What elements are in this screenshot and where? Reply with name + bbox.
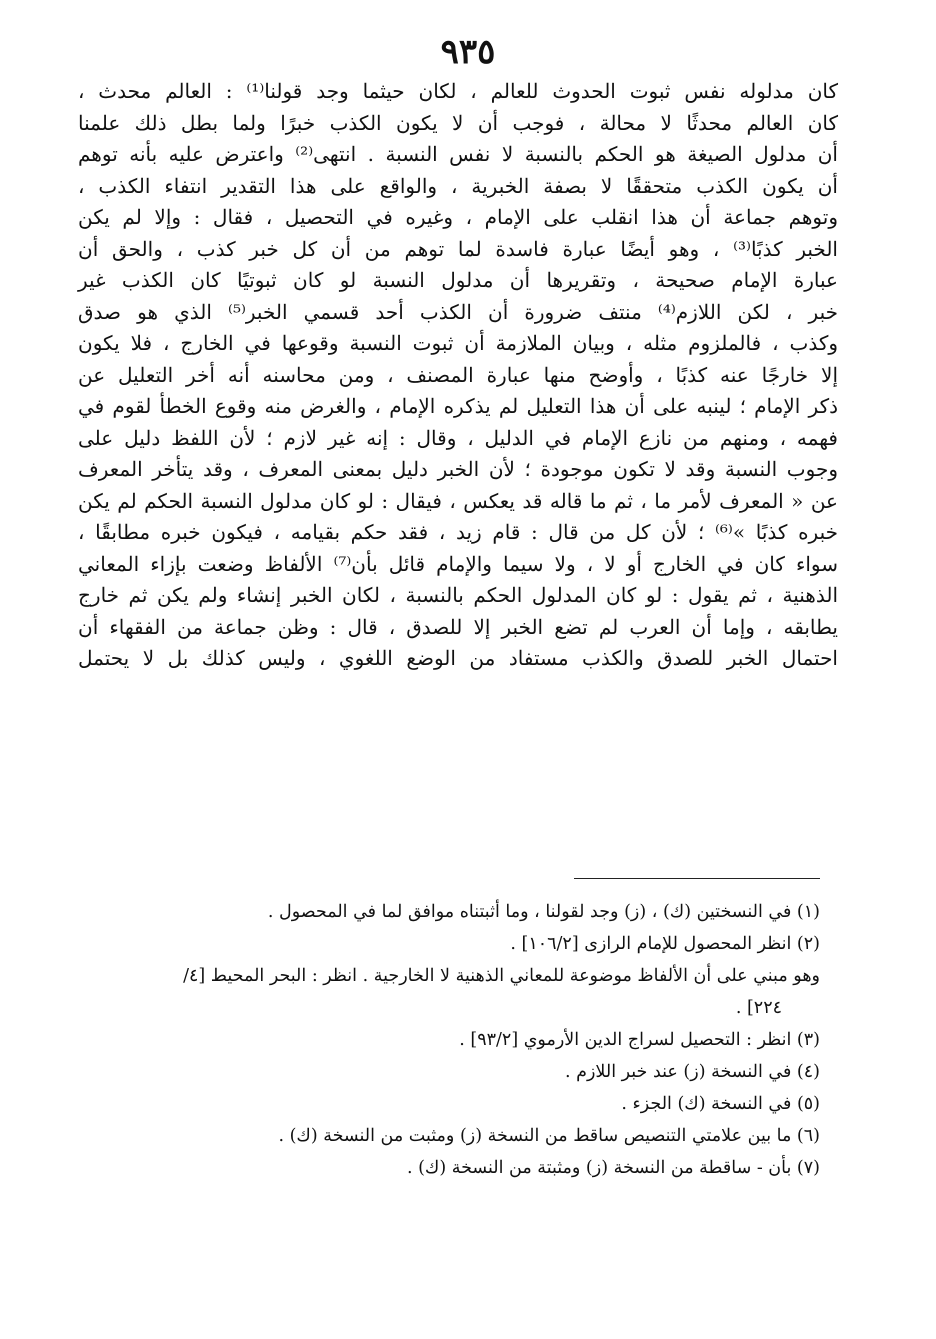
footnote-5: (٥) في النسخة (ك) الجزء . [621, 1094, 820, 1114]
main-text [78, 76, 838, 675]
text-line: إلا خارجًا عنه كذبًا ، وأوضح منها عبارة المصنف ، ومن محاسنه أنه أخر التعليل عن [78, 362, 838, 387]
text-line: كان مدلوله نفس ثبوت الحدوث للعالم ، لكان حيثما وجد قولنا⁽¹⁾ : العالم محدث ، [78, 79, 838, 103]
footnotes [130, 896, 820, 1184]
text-line: وجوب النسبة وقد لا تكون موجودة ؛ لأن الخبر دليل بمعنى المعرف ، وقد يتأخر المعرف [78, 457, 838, 481]
text-line: ذكر الإمام ؛ لينبه على أن هذا التعليل لم يذكره الإمام ، والغرض منه وقوع الخطأ لقوم في [78, 394, 838, 418]
page-number: ٩٣٥ [440, 32, 496, 72]
footnote-2: (٢) انظر المحصول للإمام الرازى [١٠٦/٢] . [510, 934, 820, 954]
text-line: خبره كذبًا »⁽⁶⁾ ؛ لأن كل من قال : قام زيد ، فقد حكم بقيامه ، فيكون خبره مطابقًا ، [78, 520, 838, 544]
text-line: الخبر كذبًا⁽³⁾ ، وهو أيضًا عبارة فاسدة لما توهم من أن كل خبر كذب ، والحق أن [78, 236, 838, 261]
text-line: الذهنية ، ثم يقول : لو كان المدلول الحكم بالنسبة ، لكان الخبر إنشاء ولم يكن ثم خارج [78, 583, 838, 607]
text-line: خبر ، لكن اللازم⁽⁴⁾ منتف ضرورة أن الكذب أحد قسمي الخبر⁽⁵⁾ الذي هو صدق [78, 299, 838, 324]
text-line: عبارة الإمام صحيحة ، وتقريرها أن مدلول النسبة لو كان ثبوتيًا كان الكذب غير [78, 268, 838, 292]
text-line: يطابقه ، وإما أن العرب لم تضع الخبر إلا للصدق ، قال : وظن جماعة من الفقهاء أن [78, 614, 838, 639]
footnote-separator [574, 878, 820, 879]
text-line: وتوهم جماعة أن هذا انقلب على الإمام ، وغيره في التحصيل ، فقال : وإلا لم يكن [78, 205, 838, 229]
text-line: احتمال الخبر للصدق والكذب مستفاد من الوضع اللغوي ، وليس كذلك بل لا يحتمل [78, 646, 838, 670]
footnote-2-continuation-end: ٢٢٤] . [735, 998, 782, 1018]
text-line: أن يكون الكذب متحققًا لا بصفة الخبرية ، والواقع على هذا التقدير انتفاء الكذب ، [78, 173, 838, 198]
footnote-3: (٣) انظر : التحصيل لسراج الدين الأرموي [٩٣/٢] . [459, 1030, 820, 1050]
text-line: عن « المعرف لأمر ما ، ثم ما قاله قد يعكس ، فيقال : لو كان مدلول النسبة الحكم لم يكن [78, 488, 838, 513]
text-line: أن مدلول الصيغة هو الحكم بالنسبة لا نفس النسبة . انتهى⁽²⁾ واعترض عليه بأنه توهم [78, 142, 838, 166]
text-line: كان العالم محدثًا لا محالة ، فوجب أن لا يكون الكذب خبرًا ولما بطل ذلك علمنا [78, 110, 838, 135]
footnote-1: (١) في النسختين (ك) ، (ز) وجد لقولنا ، وما أثبتناه موافق لما في المحصول . [267, 902, 820, 922]
footnote-7: (٧) بأن - ساقطة من النسخة (ز) ومثبتة من النسخة (ك) . [406, 1158, 820, 1178]
text-line: وكذب ، فالملزوم مثله ، وبيان الملازمة أن ثبوت النسبة وقوعها في الخارج ، فلا يكون [78, 331, 838, 355]
text-line: فهمه ، ومنهم من نازع الإمام في الدليل ، وقال : إنه غير لازم ؛ لأن اللفظ دليل على [78, 425, 838, 450]
footnote-2-continuation: وهو مبني على أن الألفاظ موضوعة للمعاني الذهنية لا الخارجية . انظر : البحر المحيط [٤/ [183, 966, 820, 986]
footnote-4: (٤) في النسخة (ز) عند خبر اللازم . [565, 1062, 820, 1082]
footnote-6: (٦) ما بين علامتي التنصيص ساقط من النسخة (ز) ومثبت من النسخة (ك) . [278, 1126, 820, 1146]
text-line: سواء كان في الخارج أو لا ، ولا سيما والإمام قائل بأن⁽⁷⁾ الألفاظ وضعت بإزاء المعاني [78, 551, 838, 576]
